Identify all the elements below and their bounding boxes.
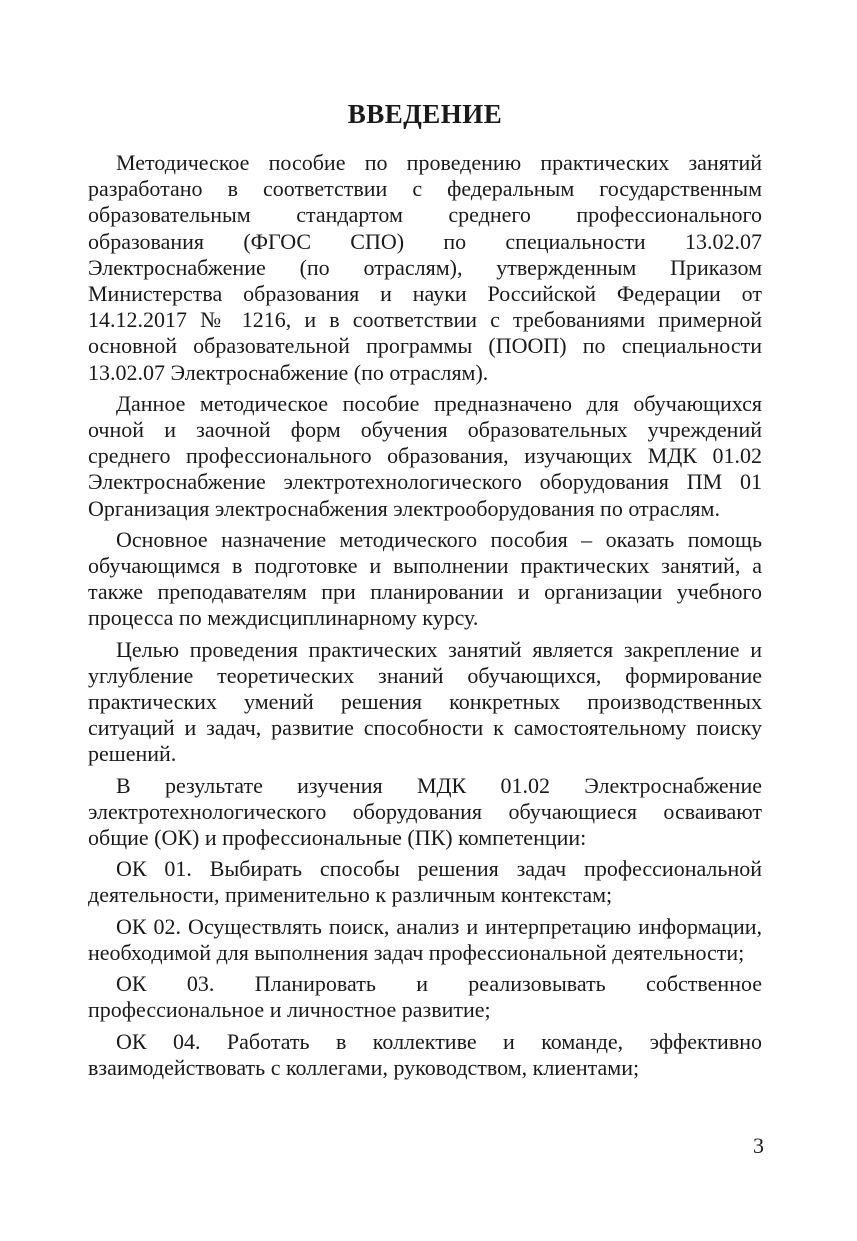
competency-ok-04: ОК 04. Работать в коллективе и команде, эффективно взаимодействовать с коллегами, руководством, клиентами; (88, 1028, 762, 1080)
competency-ok-02: ОК 02. Осуществлять поиск, анализ и интерпретацию информации, необходимой для выполнения задач профессиональной деятельности; (88, 913, 762, 965)
paragraph-competencies-intro: В результате изучения МДК 01.02 Электроснабжение электротехнологического оборудования обучающиеся осваивают общие (ОК) и профессиональные (ПК) компетенции: (88, 772, 762, 851)
paragraph-intro-standard: Методическое пособие по проведению практических занятий разработано в соответствии с федеральным государственным образовательным стандартом среднего профессионального образования (ФГОС СПО) по специальности 13.02.07 Электроснабжение (по отраслям), утвержденным Приказом Министерства образования и науки Российской Федерации от 14.12.2017 № 1216, и в соответствии с требованиями примерной основной образовательной программы (ПООП) по специальности 13.02.07 Электроснабжение (по отраслям). (88, 150, 762, 385)
section-title: ВВЕДЕНИЕ (347, 99, 503, 129)
competency-ok-03: ОК 03. Планировать и реализовывать собственное профессиональное и личностное развитие; (88, 971, 762, 1023)
document-page (88, 96, 762, 1081)
competency-ok-01: ОК 01. Выбирать способы решения задач профессиональной деятельности, применительно к различным контекстам; (88, 856, 762, 908)
paragraph-audience: Данное методическое пособие предназначено для обучающихся очной и заочной форм обучения образовательных учреждений среднего профессионального образования, изучающих МДК 01.02 Электроснабжение электротехнологического оборудования ПМ 01 Организация электроснабжения электрооборудования по отраслям. (88, 390, 762, 521)
page-number: 3 (753, 1133, 764, 1158)
paragraph-goal: Целью проведения практических занятий является закрепление и углубление теоретических знаний обучающихся, формирование практических умений решения конкретных производственных ситуаций и задач, развитие способности к самостоятельному поиску решений. (88, 636, 762, 767)
paragraph-purpose: Основное назначение методического пособия – оказать помощь обучающимся в подготовке и выполнении практических занятий, а также преподавателям при планировании и организации учебного процесса по междисциплинарному курсу. (88, 526, 762, 631)
